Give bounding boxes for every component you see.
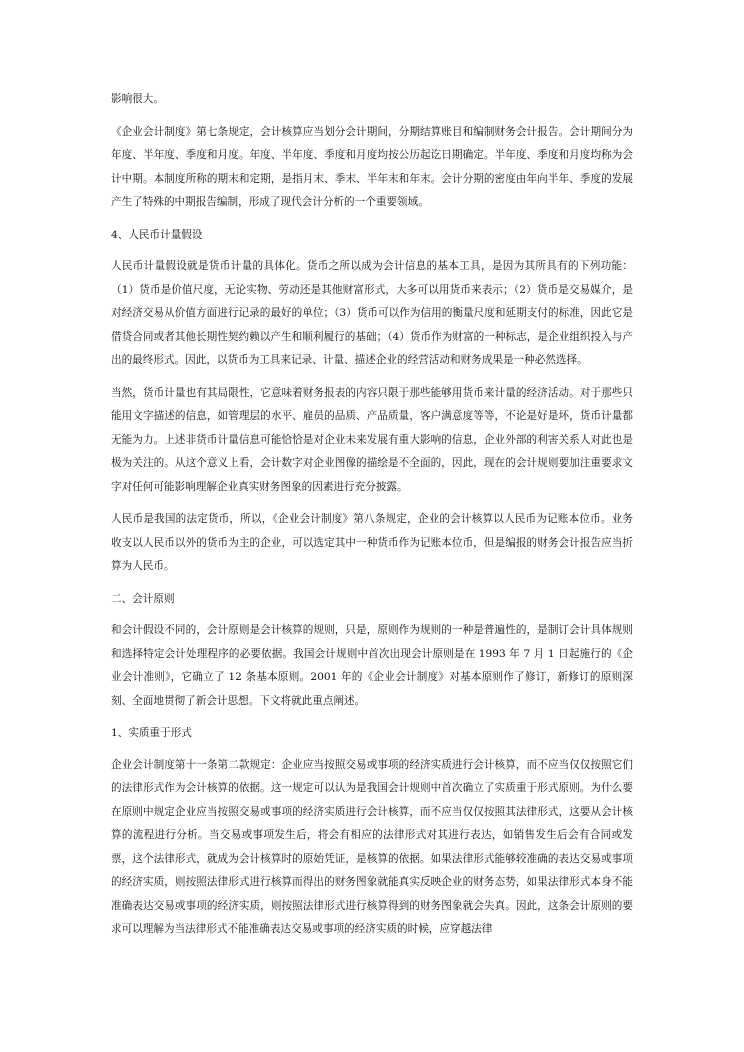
section-heading-rmb-measurement: 4、人民币计量假设 [111, 228, 203, 241]
paragraph-accounting-period: 《企业会计制度》第七条规定，会计核算应当划分会计期间，分期结算账目和编制财务会计报告。会计期间分为年度、半年度、季度和月度。年度、半年度、季度和月度均按公历起讫日期确定。半年度、季度和月度均称为会计中期。本制度所称的期末和定期，是指月末、季末、半年末和年末。会计分期的密度由年向半年、季度的发展产生了特殊的中期报告编制，形成了现代会计分析的一个重要领域。 [111, 125, 633, 208]
document-body [111, 88, 633, 951]
paragraph-continuation: 影响很大。 [111, 93, 164, 105]
paragraph-currency-functions: 人民币计量假设就是货币计量的具体化。货币之所以成为会计信息的基本工具，是因为其所具有的下列功能：（1）货币是价值尺度，无论实物、劳动还是其他财富形式，大多可以用货币来表示；（2）货币是交易媒介，是对经济交易从价值方面进行记录的最好的单位；（3）货币可以作为信用的衡量尺度和延期支付的标准，因此它是借贷合同或者其他长期性契约赖以产生和顺利履行的基础；（4）货币作为财富的一种标志，是企业组织投入与产出的最终形式。因此，以货币为工具来记录、计量、描述企业的经营活动和财务成果是一种必然选择。 [111, 260, 633, 366]
paragraph-currency-limitations: 当然，货币计量也有其局限性，它意味着财务报表的内容只限于那些能够用货币来计量的经济活动。对于那些只能用文字描述的信息，如管理层的水平、雇员的品质、产品质量，客户满意度等等，不论是好是坏，货币计量都无能为力。上述非货币计量信息可能恰恰是对企业未来发展有重大影响的信息，企业外部的利害关系人对此也是极为关注的。从这个意义上看，会计数字对企业图像的描绘是不全面的，因此，现在的会计规则要加注重要求文字对任何可能影响理解企业真实财务图象的因素进行充分披露。 [111, 386, 633, 493]
paragraph-rmb-legal-tender: 人民币是我国的法定货币，所以，《企业会计制度》第八条规定，企业的会计核算以人民币为记账本位币。业务收支以人民币以外的货币为主的企业，可以选定其中一种货币作为记账本位币，但是编报的财务会计报告应当折算为人民币。 [111, 513, 633, 572]
paragraph-substance-over-form: 企业会计制度第十一条第二款规定：企业应当按照交易或事项的经济实质进行会计核算，而不应当仅仅按照它们的法律形式作为会计核算的依据。这一规定可以认为是我国会计规则中首次确立了实质重于形式原则。为什么要在原则中规定企业应当按照交易或事项的经济实质进行会计核算，而不应当仅仅按照其法律形式，这要从会计核算的流程进行分析。当交易或事项发生后，将会有相应的法律形式对其进行表达，如销售发生后会有合同或发票，这个法律形式，就成为会计核算时的原始凭证，是核算的依据。如果法律形式能够较准确的表达交易或事项的经济实质，则按照法律形式进行核算而得出的财务图象就能真实反映企业的财务态势，如果法律形式本身不能准确表达交易或事项的经济实质，则按照法律形式进行核算得到的财务图象就会失真。因此，这条会计原则的要求可以理解为当法律形式不能准确表达交易或事项的经济实质的时候，应穿越法律 [111, 758, 633, 935]
section-heading-substance-over-form: 1、实质重于形式 [111, 727, 192, 739]
paragraph-principles-intro: 和会计假设不同的，会计原则是会计核算的规则，只是，原则作为规则的一种是普遍性的，是制订会计具体规则和选择特定会计处理程序的必要依据。我国会计规则中首次出现会计原则是在 1993 年 7 月 1 日起施行的《企业会计准则》，它确立了 12 条基本原则。2001 年的《企业会计制度》对基本原则作了修订，新修订的原则深刻、全面地贯彻了新会计思想。下文将就此重点阐述。 [111, 624, 633, 707]
section-heading-accounting-principles: 二、会计原则 [111, 592, 175, 605]
